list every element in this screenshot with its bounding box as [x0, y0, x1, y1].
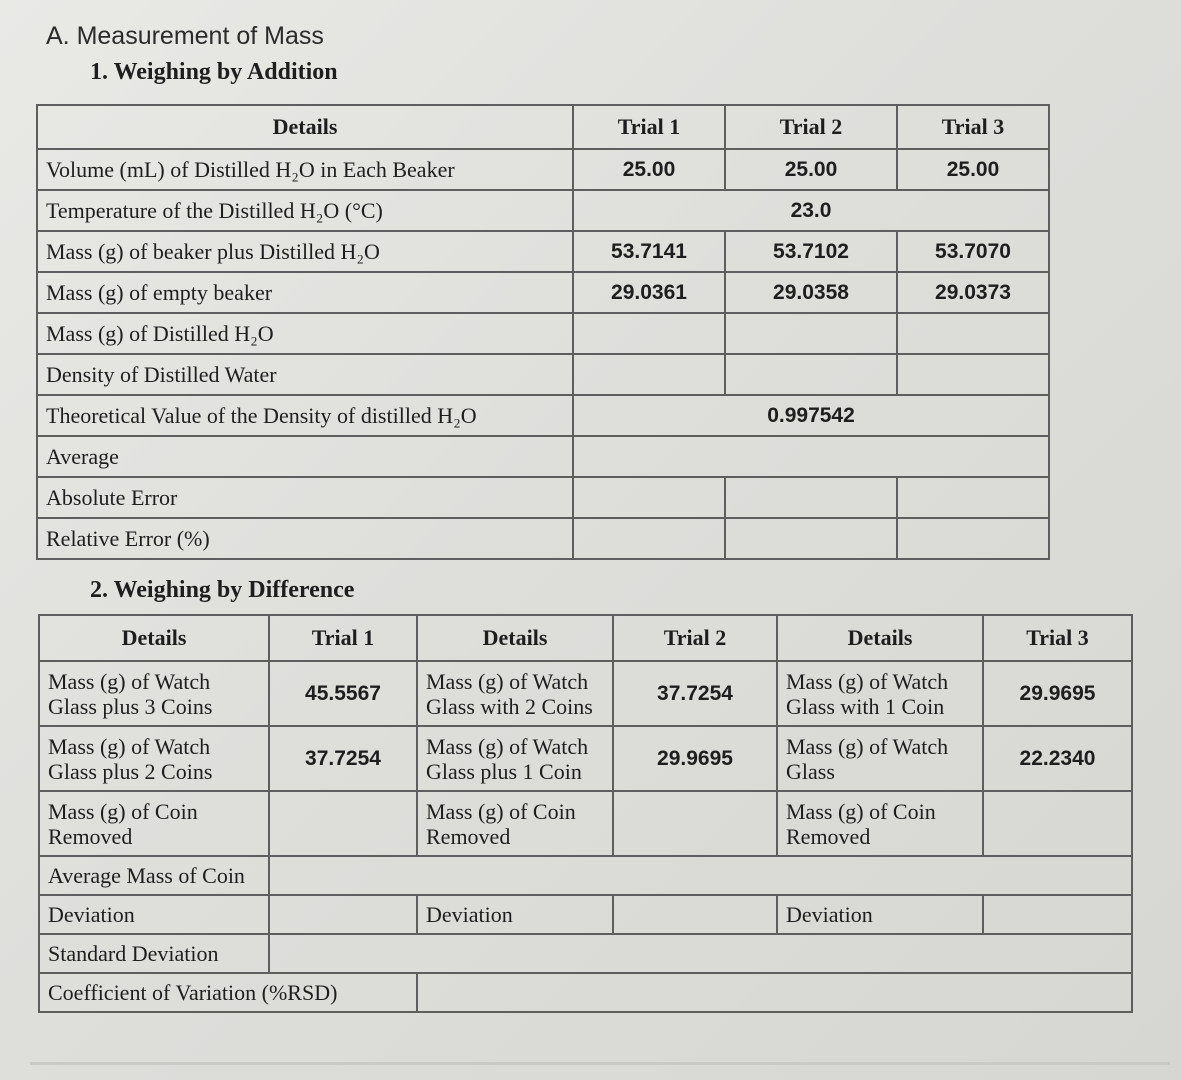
- weighing-by-difference-table: [38, 614, 1133, 1013]
- trial-3-cell[interactable]: [897, 313, 1049, 354]
- trial-1-cell[interactable]: 37.7254: [269, 726, 417, 791]
- row-label: Mass (g) of Watch Glass with 2 Coins: [417, 661, 613, 726]
- trial-2-cell[interactable]: [725, 313, 897, 354]
- table-row: [37, 477, 1049, 518]
- table-row: [37, 313, 1049, 354]
- trial-3-cell[interactable]: [897, 518, 1049, 559]
- trial-2-cell[interactable]: [725, 477, 897, 518]
- trial-1-cell[interactable]: 25.00: [573, 149, 725, 190]
- standard-deviation-label: Standard Deviation: [39, 934, 269, 973]
- table-row: [37, 395, 1049, 436]
- trial-1-cell[interactable]: [573, 477, 725, 518]
- table-row: [37, 149, 1049, 190]
- table-row: [37, 231, 1049, 272]
- table-row: [37, 436, 1049, 477]
- row-label: Density of Distilled Water: [37, 354, 573, 395]
- trial-3-deviation-cell[interactable]: [983, 895, 1132, 934]
- table-row: [37, 518, 1049, 559]
- table-header-row: [37, 105, 1049, 149]
- deviation-label: Deviation: [417, 895, 613, 934]
- temperature-merged-cell[interactable]: 23.0: [573, 190, 1049, 231]
- column-header-trial-3: Trial 3: [983, 615, 1132, 661]
- row-label: Average: [37, 436, 573, 477]
- trial-2-cell[interactable]: 25.00: [725, 149, 897, 190]
- divider: [30, 1062, 1170, 1065]
- trial-2-cell[interactable]: [725, 518, 897, 559]
- deviation-label: Deviation: [39, 895, 269, 934]
- row-label: Mass (g) of Watch Glass with 1 Coin: [777, 661, 983, 726]
- trial-2-cell[interactable]: 29.9695: [613, 726, 777, 791]
- table-header-row: [39, 615, 1132, 661]
- table-row: [39, 934, 1132, 973]
- column-header-trial-1: Trial 1: [269, 615, 417, 661]
- row-label: Mass (g) of Coin Removed: [777, 791, 983, 856]
- table-row: [39, 791, 1132, 856]
- section-a-title: A. Measurement of Mass: [46, 22, 324, 50]
- trial-3-cell[interactable]: 29.9695: [983, 661, 1132, 726]
- trial-2-cell[interactable]: 53.7102: [725, 231, 897, 272]
- table-row: [37, 272, 1049, 313]
- table-row: [39, 661, 1132, 726]
- average-cell[interactable]: [573, 436, 1049, 477]
- column-header-details: Details: [37, 105, 573, 149]
- table-row: [39, 856, 1132, 895]
- trial-3-cell[interactable]: 29.0373: [897, 272, 1049, 313]
- trial-2-cell[interactable]: 37.7254: [613, 661, 777, 726]
- column-header-details: Details: [417, 615, 613, 661]
- row-label: Mass (g) of Watch Glass: [777, 726, 983, 791]
- column-header-trial-1: Trial 1: [573, 105, 725, 149]
- table-row: [37, 190, 1049, 231]
- column-header-details: Details: [39, 615, 269, 661]
- row-label: Mass (g) of Coin Removed: [417, 791, 613, 856]
- row-label: Mass (g) of Watch Glass plus 2 Coins: [39, 726, 269, 791]
- weighing-by-addition-table: [36, 104, 1050, 560]
- average-mass-cell[interactable]: [269, 856, 1132, 895]
- trial-2-deviation-cell[interactable]: [613, 895, 777, 934]
- trial-2-cell[interactable]: 29.0358: [725, 272, 897, 313]
- average-mass-label: Average Mass of Coin: [39, 856, 269, 895]
- table-row: [39, 973, 1132, 1012]
- deviation-label: Deviation: [777, 895, 983, 934]
- trial-3-cell[interactable]: [983, 791, 1132, 856]
- weighing-by-addition-heading: 1. Weighing by Addition: [90, 59, 338, 85]
- row-label: Theoretical Value of the Density of distilled H₂O: [37, 395, 573, 436]
- row-label: Mass (g) of Distilled H₂O: [37, 313, 573, 354]
- trial-1-cell[interactable]: 29.0361: [573, 272, 725, 313]
- trial-3-cell[interactable]: 53.7070: [897, 231, 1049, 272]
- row-label: Mass (g) of beaker plus Distilled H₂O: [37, 231, 573, 272]
- standard-deviation-cell[interactable]: [269, 934, 1132, 973]
- row-label: Temperature of the Distilled H₂O (°C): [37, 190, 573, 231]
- column-header-trial-2: Trial 2: [613, 615, 777, 661]
- trial-1-deviation-cell[interactable]: [269, 895, 417, 934]
- trial-1-cell[interactable]: [269, 791, 417, 856]
- theoretical-density-cell[interactable]: 0.997542: [573, 395, 1049, 436]
- table-row: [39, 895, 1132, 934]
- trial-3-cell[interactable]: 22.2340: [983, 726, 1132, 791]
- trial-2-cell[interactable]: [725, 354, 897, 395]
- column-header-trial-2: Trial 2: [725, 105, 897, 149]
- row-label: Mass (g) of empty beaker: [37, 272, 573, 313]
- trial-1-cell[interactable]: [573, 354, 725, 395]
- coefficient-of-variation-cell[interactable]: [417, 973, 1132, 1012]
- trial-1-cell[interactable]: 53.7141: [573, 231, 725, 272]
- row-label: Mass (g) of Watch Glass plus 3 Coins: [39, 661, 269, 726]
- trial-1-cell[interactable]: [573, 518, 725, 559]
- trial-1-cell[interactable]: [573, 313, 725, 354]
- weighing-by-difference-heading: 2. Weighing by Difference: [90, 577, 355, 603]
- row-label: Absolute Error: [37, 477, 573, 518]
- trial-3-cell[interactable]: [897, 354, 1049, 395]
- row-label: Mass (g) of Coin Removed: [39, 791, 269, 856]
- row-label: Volume (mL) of Distilled H₂O in Each Beaker: [37, 149, 573, 190]
- table-row: [39, 726, 1132, 791]
- table-row: [37, 354, 1049, 395]
- column-header-trial-3: Trial 3: [897, 105, 1049, 149]
- trial-3-cell[interactable]: 25.00: [897, 149, 1049, 190]
- row-label: Relative Error (%): [37, 518, 573, 559]
- row-label: Mass (g) of Watch Glass plus 1 Coin: [417, 726, 613, 791]
- coefficient-of-variation-label: Coefficient of Variation (%RSD): [39, 973, 417, 1012]
- trial-2-cell[interactable]: [613, 791, 777, 856]
- trial-1-cell[interactable]: 45.5567: [269, 661, 417, 726]
- column-header-details: Details: [777, 615, 983, 661]
- trial-3-cell[interactable]: [897, 477, 1049, 518]
